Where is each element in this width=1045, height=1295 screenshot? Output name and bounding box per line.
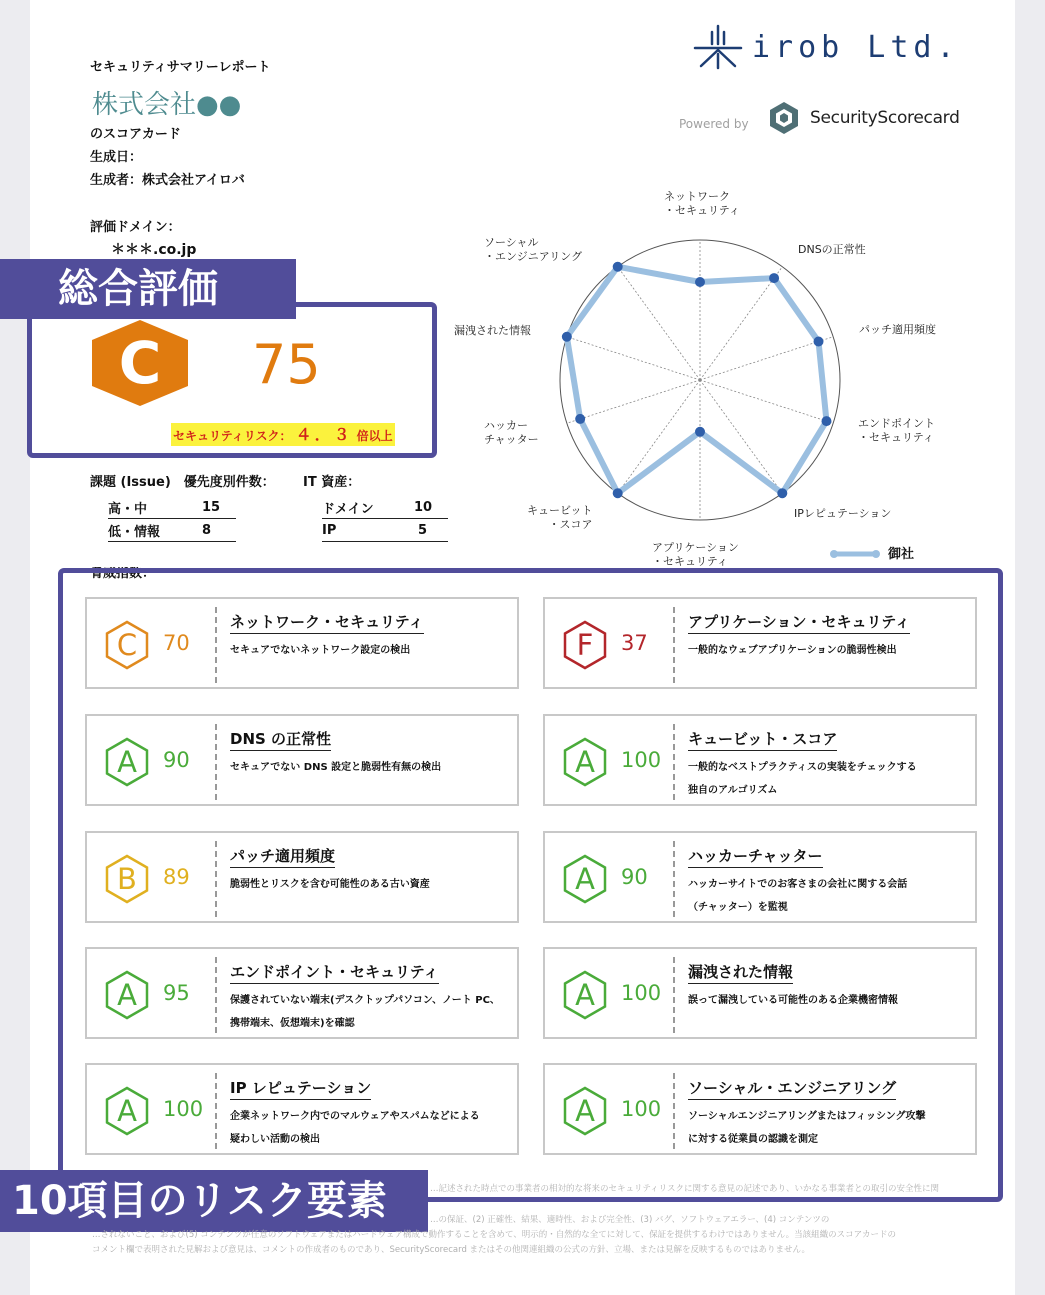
grade-letter: C	[116, 628, 138, 662]
company-name: 株式会社●●	[92, 90, 242, 120]
domain-label: 評価ドメイン：	[90, 220, 181, 235]
radar-label-social: ソーシャル ・エンジニアリング	[484, 236, 583, 263]
radar-chart	[540, 220, 860, 540]
radar-label-patch: パッチ適用頻度	[859, 323, 936, 336]
risk-factor-card	[543, 947, 977, 1039]
table-row: 高・中 15	[108, 496, 236, 519]
security-risk-value: ４．３	[295, 425, 353, 444]
radar-spoke	[567, 337, 700, 380]
assets-table	[322, 496, 448, 542]
grade-letter: A	[117, 978, 137, 1012]
factor-description: 一般的なベストプラクティスの実装をチェックする 独自のアルゴリズム	[688, 762, 917, 796]
factor-title: 漏洩された情報	[688, 961, 793, 984]
factor-title: IP レピュテーション	[230, 1077, 371, 1100]
radar-label-endpoint: エンドポイント ・セキュリティ	[858, 417, 935, 444]
factor-description: 脆弱性とリスクを含む可能性のある古い資産	[230, 879, 430, 890]
radar-spoke	[618, 267, 700, 380]
factor-description: ハッカーサイトでのお客さまの会社に関する会話 （チャッター）を監視	[688, 879, 908, 913]
radar-series-line	[567, 267, 827, 494]
risk-factor-card	[85, 1063, 519, 1155]
issues-table	[108, 496, 236, 542]
grade-hex-icon	[559, 1085, 611, 1137]
risk-factor-card	[85, 714, 519, 806]
radar-spoke	[567, 380, 700, 423]
grade-letter: A	[575, 978, 595, 1012]
assets-title: IT 資産：	[303, 475, 361, 490]
factor-title: キュービット・スコア	[688, 728, 837, 751]
issues-title: 課題 (Issue) 優先度別件数：	[90, 475, 275, 490]
factor-score: 100	[621, 1097, 662, 1121]
factor-description: ソーシャルエンジニアリングまたはフィッシング攻撃 に対する従業員の認識を測定	[688, 1111, 926, 1145]
risk-factors-banner: 10項目のリスク要素	[0, 1170, 428, 1232]
radar-point	[821, 416, 831, 426]
factor-score: 95	[163, 981, 190, 1005]
card-divider	[673, 724, 675, 800]
table-row: ドメイン 10	[322, 496, 448, 519]
radar-label-app: アプリケーション ・セキュリティ	[652, 541, 739, 568]
card-divider	[215, 957, 217, 1033]
factor-title: ネットワーク・セキュリティ	[230, 611, 424, 634]
grade-letter: A	[575, 745, 595, 779]
grade-hex-icon	[559, 619, 611, 671]
table-row: IP 5	[322, 519, 448, 542]
grade-hex-icon	[101, 736, 153, 788]
factor-score: 37	[621, 631, 648, 655]
radar-point	[814, 336, 824, 346]
irob-logo-icon	[693, 24, 743, 70]
factor-title: エンドポイント・セキュリティ	[230, 961, 439, 984]
factor-score: 100	[163, 1097, 204, 1121]
legend-label: 御社	[888, 547, 915, 562]
disclaimer-line-4: コメント欄で表明された見解および意見は、コメントの作成者のものであり、SecurityScorecard またはその他関連組織の公式の方針、立場、または見解を反映するものではありません。	[92, 1245, 811, 1255]
grade-hex-icon	[559, 853, 611, 905]
risk-factor-card	[85, 831, 519, 923]
grade-letter: A	[575, 862, 595, 896]
card-divider	[215, 1073, 217, 1149]
disclaimer-line-2: …の保証、(2) 正確性、結果、適時性、および完全性、(3) バグ、ソフトウェアエラー、(4) コンテンツの	[430, 1215, 830, 1225]
disclaimer-line-3: …されないこと、および(5) コンテンツが任意のソフトウェアまたはハードウェア構成で動作することを含めて、明示的・自然的な全てに対して、保証を提供するわけではありません。当該組織のスコアカードの	[92, 1230, 897, 1240]
grade-letter: F	[576, 628, 594, 662]
radar-label-network: ネットワーク ・セキュリティ	[664, 190, 740, 217]
grade-letter: A	[575, 1094, 595, 1128]
report-title: セキュリティサマリーレポート	[90, 60, 271, 75]
grade-hex-icon	[101, 619, 153, 671]
factor-score: 70	[163, 631, 190, 655]
grade-hex-icon	[101, 1085, 153, 1137]
radar-point	[769, 273, 779, 283]
grade-hex-icon	[101, 853, 153, 905]
overall-score: 75	[252, 333, 321, 396]
factor-title: パッチ適用頻度	[230, 845, 335, 868]
table-row: 低・情報 8	[108, 519, 236, 542]
card-divider	[673, 841, 675, 917]
overall-grade: C	[118, 329, 162, 397]
powered-by-label: Powered by	[679, 117, 749, 131]
card-divider	[673, 607, 675, 683]
security-risk-label: セキュリティリスク：	[173, 429, 292, 443]
card-divider	[673, 1073, 675, 1149]
factor-title: ソーシャル・エンジニアリング	[688, 1077, 896, 1100]
radar-label-ip: IPレピュテーション	[794, 507, 892, 520]
card-divider	[673, 957, 675, 1033]
factor-score: 90	[621, 865, 648, 889]
factor-description: セキュアでないネットワーク設定の検出	[230, 645, 411, 656]
overall-rating-banner: 総合評価	[0, 259, 296, 319]
factor-title: ハッカーチャッター	[688, 845, 823, 868]
grade-hex-icon	[101, 969, 153, 1021]
scorecard-label: のスコアカード	[90, 127, 181, 142]
radar-spoke	[618, 380, 700, 493]
factor-score: 100	[621, 981, 662, 1005]
factor-title: DNS の正常性	[230, 728, 331, 751]
radar-point	[613, 488, 623, 498]
grade-hex-icon	[559, 736, 611, 788]
radar-point	[613, 262, 623, 272]
radar-spoke	[700, 337, 833, 380]
grade-letter: B	[117, 862, 137, 896]
radar-label-leak: 漏洩された情報	[454, 324, 531, 337]
factor-description: セキュアでない DNS 設定と脆弱性有無の検出	[230, 762, 442, 773]
domain-value: ＊＊＊.co.jp	[111, 242, 197, 258]
grade-hex-icon	[559, 969, 611, 1021]
radar-point	[695, 277, 705, 287]
card-divider	[215, 841, 217, 917]
factor-description: 保護されていない端末(デスクトップパソコン、ノート PC、 携帯端末、仮想端末)を確認	[230, 995, 500, 1029]
factor-title: アプリケーション・セキュリティ	[688, 611, 910, 634]
risk-factor-card	[85, 597, 519, 689]
risk-factor-card	[543, 831, 977, 923]
factor-description: 企業ネットワーク内でのマルウェアやスパムなどによる 疑わしい活動の検出	[230, 1111, 480, 1145]
factor-score: 89	[163, 865, 190, 889]
securityscorecard-logo-text: SecurityScorecard	[810, 108, 960, 128]
generated-date-label: 生成日：	[90, 150, 143, 165]
legend-swatch	[828, 545, 882, 557]
risk-factor-card	[85, 947, 519, 1039]
radar-point	[562, 332, 572, 342]
radar-label-hacker: ハッカー チャッター	[484, 419, 539, 446]
threat-index-label: 脅威指数：	[90, 567, 156, 579]
card-divider	[215, 724, 217, 800]
grade-letter: A	[117, 1094, 137, 1128]
radar-point	[695, 427, 705, 437]
factor-score: 90	[163, 748, 190, 772]
factor-score: 100	[621, 748, 662, 772]
risk-factor-card	[543, 714, 977, 806]
generated-by: 生成者：株式会社アイロバ	[90, 173, 245, 188]
risk-factor-card	[543, 597, 977, 689]
factor-description: 誤って漏洩している可能性のある企業機密情報	[688, 995, 898, 1006]
radar-point	[575, 414, 585, 424]
radar-spoke	[700, 380, 833, 423]
risk-factor-card	[543, 1063, 977, 1155]
securityscorecard-logo-icon	[767, 100, 801, 136]
disclaimer-line-1: …記述された時点での事業者の相対的な将来のセキュリティリスクに関する意見の記述であり、いかなる事業者との取引の安全性に関	[430, 1184, 939, 1194]
grade-letter: A	[117, 745, 137, 779]
security-risk-highlight	[171, 423, 395, 446]
radar-point	[777, 488, 787, 498]
radar-label-cubit: キュービット ・スコア	[527, 504, 593, 531]
security-risk-suffix: 倍以上	[356, 429, 393, 443]
radar-label-dns: DNSの正常性	[798, 243, 866, 256]
overall-grade-hex-icon	[86, 318, 194, 408]
radar-spoke	[700, 380, 782, 493]
card-divider	[215, 607, 217, 683]
irob-logo-text: irob Ltd.	[752, 30, 960, 65]
factor-description: 一般的なウェブアプリケーションの脆弱性検出	[688, 645, 897, 656]
